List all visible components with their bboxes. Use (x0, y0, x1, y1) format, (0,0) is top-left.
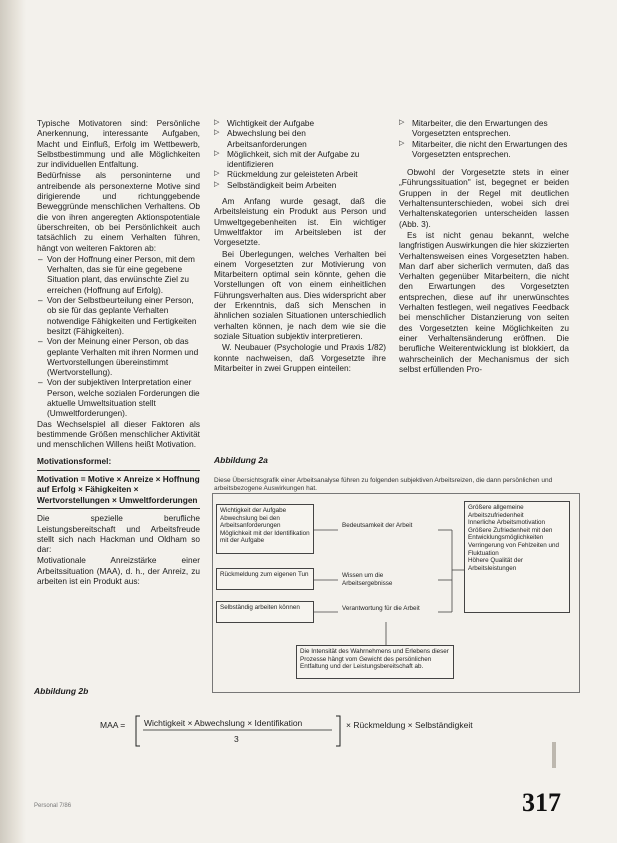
neubauer-paragraph: W. Neubauer (Psychologie und Praxis 1/82) konnte nachweisen, daß Vorgesetzte ihre Mitarbeiter in zwei Gruppen einteilen: (214, 342, 386, 373)
formula-numerator: Wichtigkeit × Abwechslung × Identifikation (144, 718, 303, 728)
supervisor-paragraph: Am Anfang wurde gesagt, daß die Arbeitsleistung ein Produkt aus Person und Umweltgegebenheiten ist. Ein wichtiger Umweltfaktor im Arbeitsleben ist der Vorgesetzte. (214, 196, 386, 248)
figure-2a-box-feedback: Rückmeldung zum eigenen Tun (216, 568, 314, 590)
footer-fragment: Personal 7/86 (34, 803, 72, 809)
binding-shadow (0, 0, 26, 843)
figure-2a-label-responsibility: Verantwortung für die Arbeit (342, 605, 420, 612)
figure-2a-caption: Diese Übersichtsgrafik einer Arbeitsanalyse führen zu folgenden subjektiven Arbeitsreizen, die dann persönlichen und arbeitsbezogene Auswirkungen hat. (214, 477, 553, 492)
figure-2a-label: Abbildung 2a (214, 455, 268, 465)
figure-2a-label-knowledge: Wissen um die Arbeitsergebnisse (342, 572, 393, 587)
characteristic-item: ▷ Möglichkeit, sich mit der Aufgabe zu identifizieren (214, 149, 386, 170)
figure-2b-label: Abbildung 2b (34, 686, 89, 696)
left-column (37, 118, 200, 587)
group-item: ▷ Mitarbeiter, die nicht den Erwartungen des Vorgesetzten entsprechen. (399, 139, 569, 160)
page-number: 317 (522, 788, 561, 817)
characteristic-item: ▷ Rückmeldung zur geleisteten Arbeit (214, 169, 386, 179)
formula-heading: Motivationsformel: (37, 455, 112, 466)
leadership-paragraph: Obwohl der Vorgesetzte stets in einer „Führungssituation" ist, begegnet er beiden Gruppen in der Regel mit deutlichen Verhaltensunterschieden, wobei sich drei Verhaltenskategorien unterscheiden lassen (Abb. 3). (399, 167, 569, 229)
scan-artifact (552, 742, 556, 768)
factor-list (37, 254, 200, 419)
right-column (399, 118, 569, 375)
characteristic-item: ▷ Abwechslung bei den Arbeitsanforderungen (214, 128, 386, 149)
consequences-paragraph: Es ist nicht genau bekannt, welche langfristigen Auswirkungen die hier skizzierten Verhaltensweisen eines Vorgesetzten haben. Man darf aber sicherlich vermuten, daß das Verhalten gegenüber Mitarbeitern, die nicht den Erwartungen des Vorgesetzten entsprechen, diese auf ihr unerwünschtes Verhalten festlegen, weil negatives Feedback bei menschlicher Distanzierung von seiten des Vorgesetzten keine Möglichkeiten zu einer Verhaltensänderung eröffnen. Die berufliche Weiterentwicklung ist blokkiert, da wahrscheinlich der Mechanismus der sich selbst erfüllenden Pro- (399, 229, 569, 374)
job-characteristics-list (214, 118, 386, 190)
group-item: ▷ Mitarbeiter, die den Erwartungen des Vorgesetzten entsprechen. (399, 118, 569, 139)
formula-denominator: 3 (234, 734, 239, 744)
formula-rhs: × Rückmeldung × Selbständigkeit (346, 720, 473, 730)
maa-formula-graphic (100, 712, 520, 752)
factor-item: – Von der subjektiven Interpretation einer Person, welche sozialen Forderungen die aktuelle Umweltsituation stellt (Umweltforderungen). (37, 377, 200, 418)
employee-groups-list (399, 118, 569, 159)
intro-paragraph: Typische Motivatoren sind: Persönliche Anerkennung, interessante Aufgaben, Macht und Einfluß, Erfolg im Wettbewerb, Selbstbestimmung und alle Möglichkeiten zur individuellen Entfaltung. (37, 118, 200, 170)
factor-item: – Von der Hoffnung einer Person, mit dem Verhalten, das sie für eine gegebene Situation plant, das erwünschte Ziel zu erreichen (Hoffnung auf Erfolg). (37, 254, 200, 295)
factor-item: – Von der Selbstbeurteilung einer Person, ob sie für das geplante Verhalten notwendige Fähigkeiten und Fertigkeiten besitzt (Fähigkeiten). (37, 295, 200, 336)
motivation-formula: Motivation = Motive × Anreize × Hoffnung auf Erfolg × Fähigkeiten × Wertvorstellungen × Umweltforderungen (37, 470, 200, 510)
formula-lhs: MAA = (100, 720, 126, 730)
maa-paragraph: Motivationale Anreizstärke einer Arbeitssituation (MAA), d. h., der Anreiz, zu arbeiten ist ein Produkt aus: (37, 555, 200, 587)
characteristic-item: ▷ Selbständigkeit beim Arbeiten (214, 180, 386, 190)
factor-item: – Von der Meinung einer Person, ob das geplante Verhalten mit ihren Normen und Wertvorstellungen übereinstimmt (Wertvorstellung). (37, 336, 200, 377)
motivation-definition: Das Wechselspiel all dieser Faktoren als bestimmende Größen menschlicher Aktivität und menschlichen Willens heißt Motivation. (37, 418, 200, 450)
characteristic-item: ▷ Wichtigkeit der Aufgabe (214, 118, 386, 128)
figure-2a-label-meaningfulness: Bedeutsamkeit der Arbeit (342, 522, 413, 529)
hackman-paragraph: Die spezielle berufliche Leistungsbereitschaft und Arbeitsfreude stellt sich nach Hackman und Oldham so dar: (37, 513, 200, 555)
motives-paragraph: Bedürfnisse als personinterne und antreibende als personexterne Motive sind dirigierende und richtunggebende Beweggründe menschlichen Verhaltens. Ob die von ihren angeregten Aktionspotentiale überschreiten, ob bei Persönlichkeit auch tatsächlich zu einem Verhalten führen, hängt von weiteren Faktoren ab: (37, 170, 200, 253)
figure-2a-box-core-characteristics: Wichtigkeit der Aufgabe Abwechslung bei den Arbeitsanforderungen Möglichkeit mit der Identifikation mit der Aufgabe (216, 504, 314, 554)
maa-formula (100, 712, 520, 752)
figure-2a-box-growth-need: Die Intensität des Wahrnehmens und Erlebens dieser Prozesse hängt vom Gewicht des persönlichen Entfaltung und der Leistungsbereitschaft ab. (296, 645, 454, 679)
middle-column (214, 118, 386, 374)
behavior-paragraph: Bei Überlegungen, welches Verhalten bei einem Vorgesetzten zur Motivierung von Mitarbeitern optimal sein könnte, gehen die Vorstellungen oft von einem einheitlichen Führungsverhalten aus. Dies widerspricht aber der Erkenntnis, daß sich Menschen in ähnlichen sozialen Situationen unterschiedlich verhalten können, je nach dem wie sie die soziale Situation subjektiv interpretieren. (214, 248, 386, 341)
figure-2a-box-autonomy: Selbständig arbeiten können (216, 601, 314, 623)
figure-2a-box-outcomes: Größere allgemeine Arbeitszufriedenheit Innerliche Arbeitsmotivation Größere Zufriedenheit mit den Entwicklungsmöglichkeiten Verringerung von Fehlzeiten und Fluktuation Höhere Qualität der Arbeitsleistungen (464, 501, 570, 613)
